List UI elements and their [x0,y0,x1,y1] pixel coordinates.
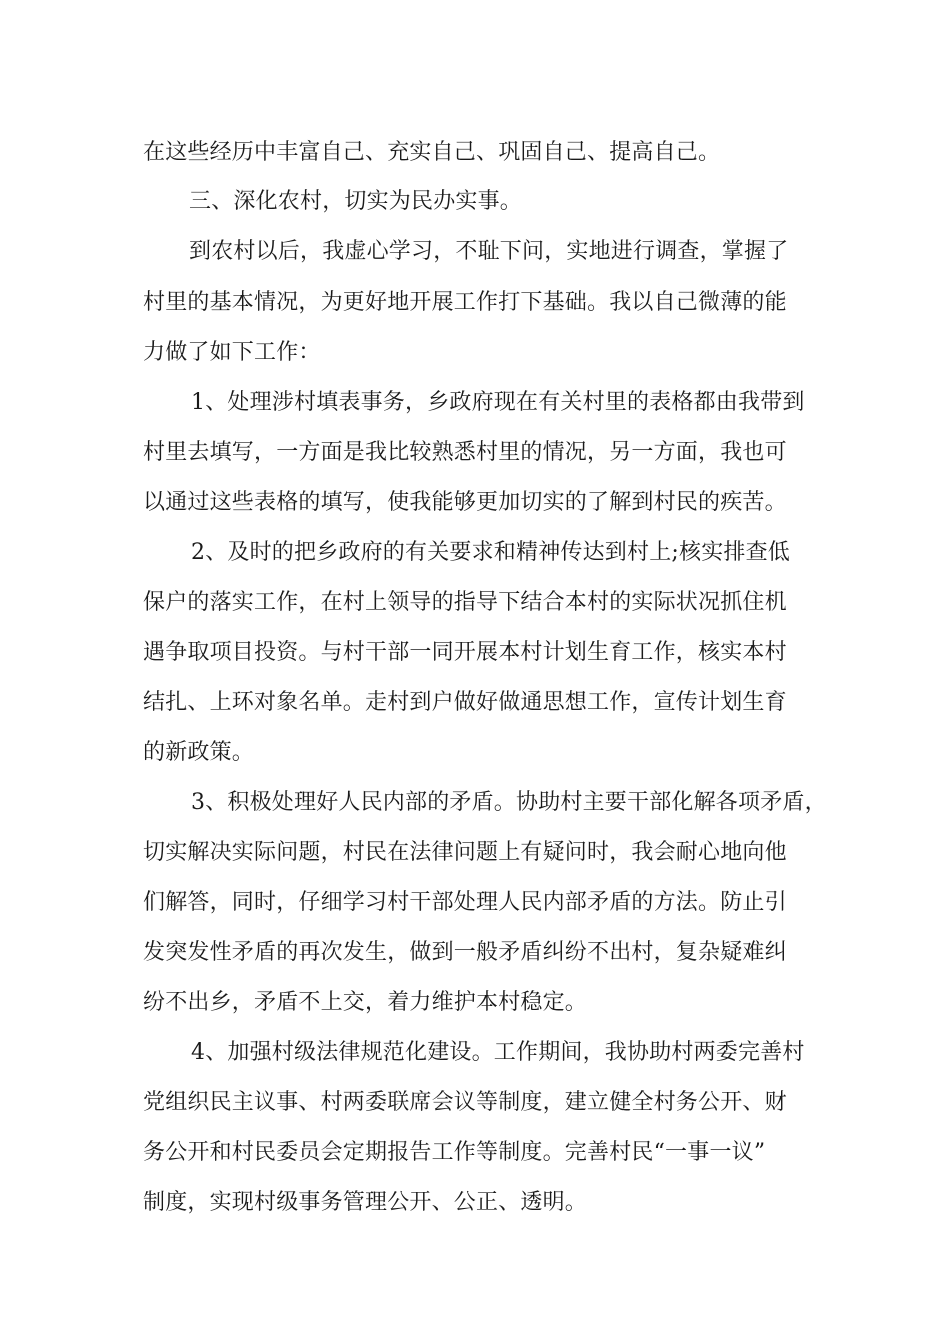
text-line: 务公开和村民委员会定期报告工作等制度。完善村民“一事一议” [143,1140,766,1165]
text-line: 村里去填写，一方面是我比较熟悉村里的情况，另一方面，我也可 [143,440,787,465]
text-line: 3、积极处理好人民内部的矛盾。协助村主要干部化解各项矛盾， [191,790,827,815]
text-line: 到农村以后，我虚心学习，不耻下问，实地进行调查，掌握了 [189,239,789,264]
section-heading: 三、深化农村，切实为民办实事。 [189,189,523,214]
text-line: 以通过这些表格的填写，使我能够更加切实的了解到村民的疾苦。 [143,490,787,515]
text-line: 切实解决实际问题，村民在法律问题上有疑问时，我会耐心地向他 [143,840,787,865]
text-line: 制度，实现村级事务管理公开、公正、透明。 [143,1190,588,1215]
text-line: 4、加强村级法律规范化建设。工作期间，我协助村两委完善村 [191,1040,805,1065]
text-line: 发突发性矛盾的再次发生，做到一般矛盾纠纷不出村，复杂疑难纠 [143,940,787,965]
text-line: 力做了如下工作： [143,340,321,365]
text-line: 在这些经历中丰富自己、充实自己、巩固自己、提高自己。 [143,140,721,165]
text-line: 遇争取项目投资。与村干部一同开展本村计划生育工作，核实本村 [143,640,787,665]
text-line: 2、及时的把乡政府的有关要求和精神传达到村上;核实排查低 [191,540,791,565]
text-line: 保户的落实工作，在村上领导的指导下结合本村的实际状况抓住机 [143,590,787,615]
text-line: 党组织民主议事、村两委联席会议等制度，建立健全村务公开、财 [143,1090,787,1115]
text-line: 们解答，同时，仔细学习村干部处理人民内部矛盾的方法。防止引 [143,890,787,915]
text-line: 的新政策。 [143,740,255,765]
text-line: 纷不出乡，矛盾不上交，着力维护本村稳定。 [143,990,588,1015]
text-line: 村里的基本情况，为更好地开展工作打下基础。我以自己微薄的能 [143,290,787,315]
text-line: 结扎、上环对象名单。走村到户做好做通思想工作，宣传计划生育 [143,690,787,715]
text-line: 1、处理涉村填表事务，乡政府现在有关村里的表格都由我带到 [191,390,805,415]
